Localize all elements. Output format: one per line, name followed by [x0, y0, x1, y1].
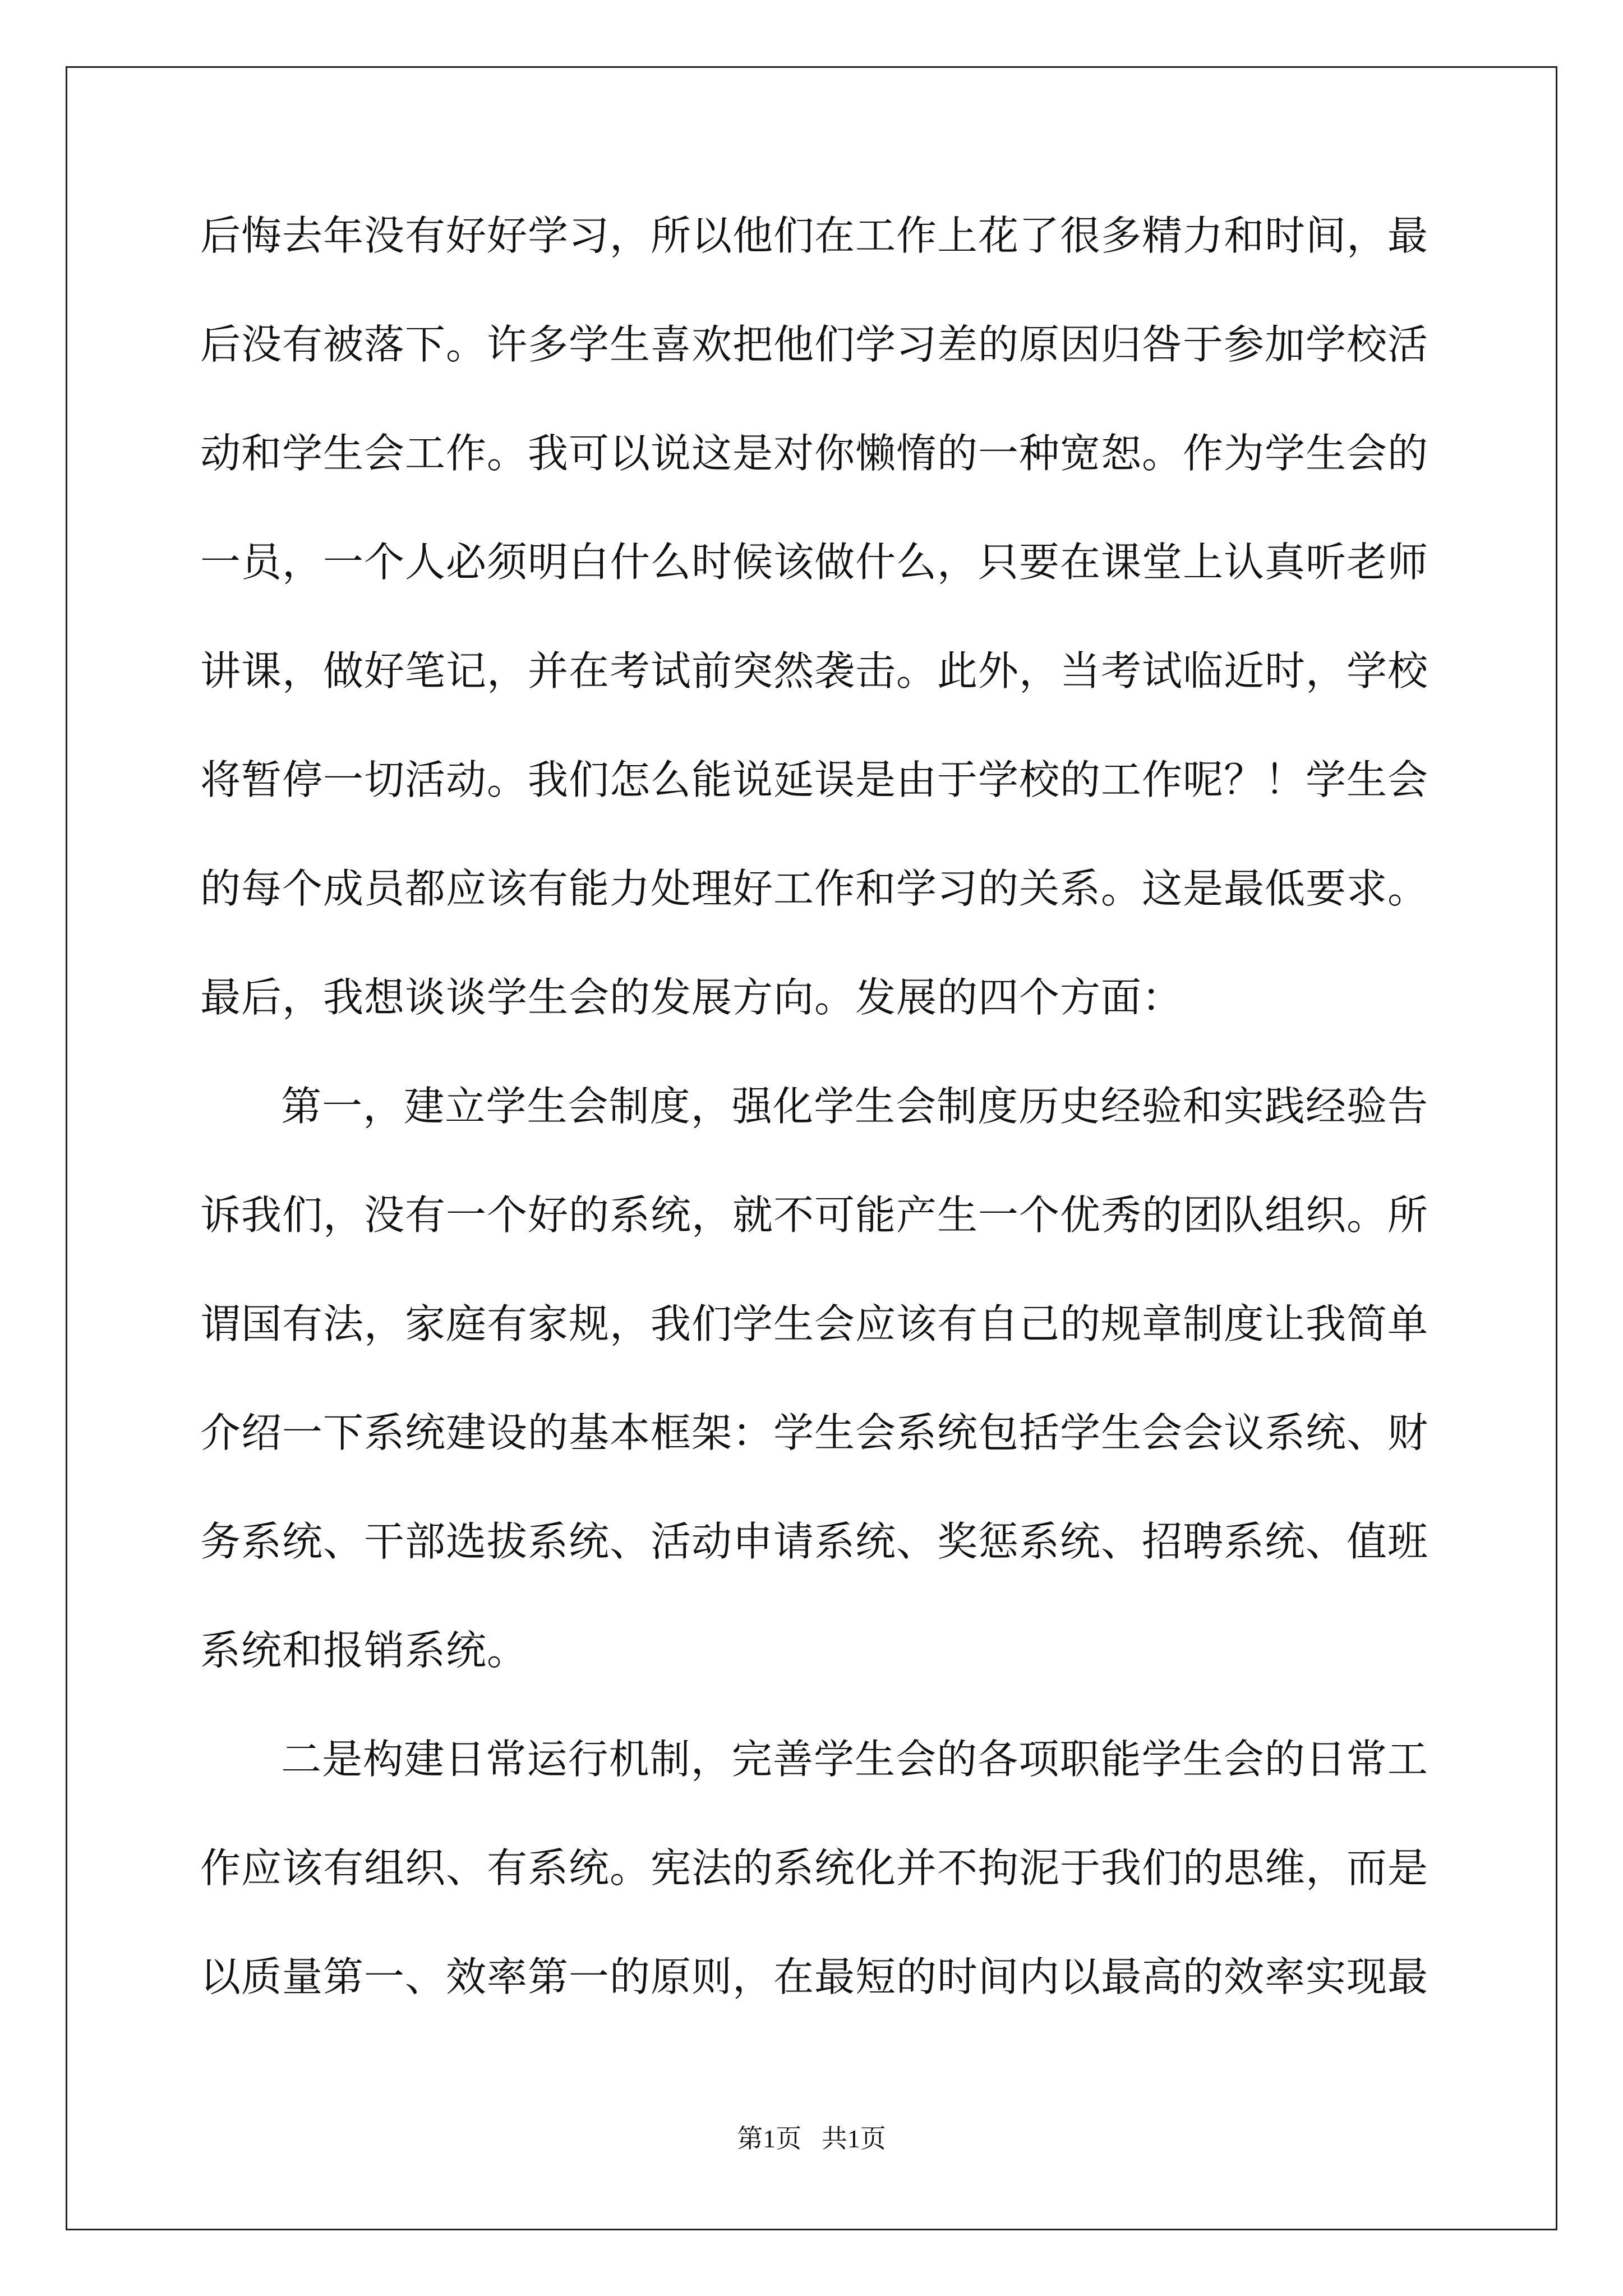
text-line: 后没有被落下。许多学生喜欢把他们学习差的原因归咎于参加学校活	[200, 321, 1429, 368]
text-line: 将暂停一切活动。我们怎么能说延误是由于学校的工作呢？！学生会	[200, 756, 1429, 803]
text-line: 后悔去年没有好好学习，所以他们在工作上花了很多精力和时间，最	[200, 212, 1429, 259]
page-footer	[0, 2126, 1623, 2152]
paragraph-first-line: 二是构建日常运行机制，完善学生会的各项职能学生会的日常工	[281, 1736, 1428, 1783]
page-total: 共1页	[821, 2124, 886, 2153]
text-line: 动和学生会工作。我可以说这是对你懒惰的一种宽恕。作为学生会的	[200, 430, 1429, 477]
text-line: 以质量第一、效率第一的原则，在最短的时间内以最高的效率实现最	[200, 1953, 1429, 2000]
text-line: 讲课，做好笔记，并在考试前突然袭击。此外，当考试临近时，学校	[200, 647, 1429, 694]
text-line: 作应该有组织、有系统。宪法的系统化并不拘泥于我们的思维，而是	[200, 1844, 1429, 1892]
text-line: 的每个成员都应该有能力处理好工作和学习的关系。这是最低要求。	[200, 865, 1429, 912]
text-line: 谓国有法，家庭有家规，我们学生会应该有自己的规章制度让我简单	[200, 1300, 1429, 1347]
text-line: 系统和报销系统。	[200, 1627, 528, 1674]
paragraph-first-line: 第一，建立学生会制度，强化学生会制度历史经验和实践经验告	[281, 1083, 1428, 1130]
document-body	[200, 212, 1429, 2065]
text-line: 一员，一个人必须明白什么时候该做什么，只要在课堂上认真听老师	[200, 539, 1429, 586]
text-line: 最后，我想谈谈学生会的发展方向。发展的四个方面：	[200, 974, 1183, 1021]
text-line: 务系统、干部选拔系统、活动申请系统、奖惩系统、招聘系统、值班	[200, 1518, 1429, 1565]
text-line: 介绍一下系统建设的基本框架：学生会系统包括学生会会议系统、财	[200, 1409, 1429, 1456]
page-number: 第1页	[737, 2124, 802, 2153]
text-line: 诉我们，没有一个好的系统，就不可能产生一个优秀的团队组织。所	[200, 1191, 1429, 1239]
